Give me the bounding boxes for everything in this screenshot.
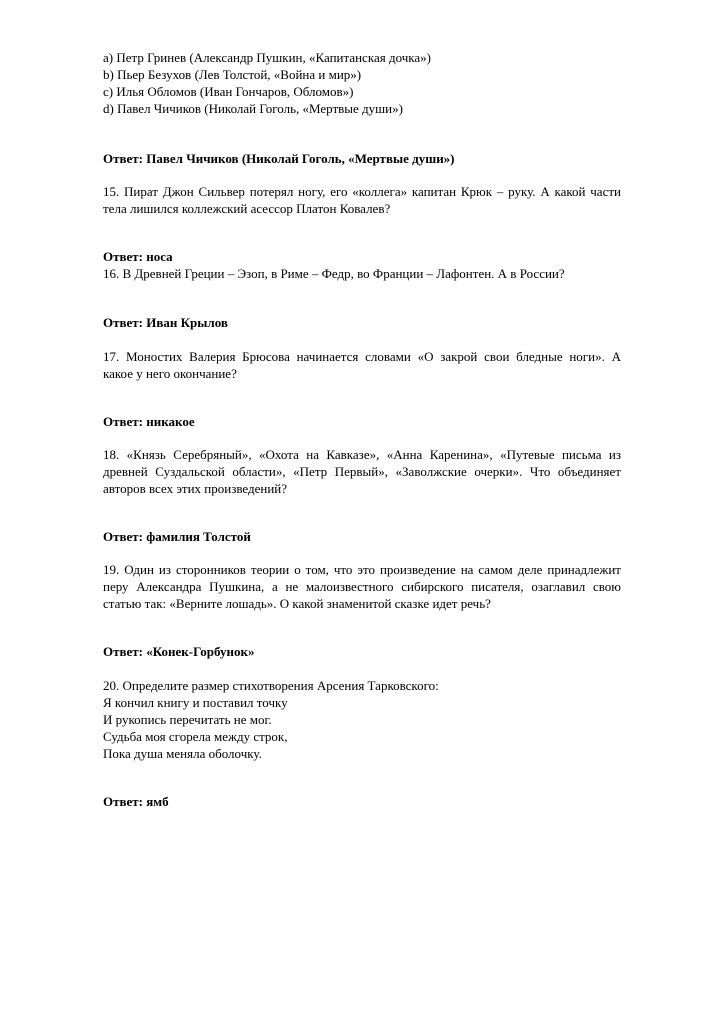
answer-15 bbox=[103, 248, 621, 265]
answer-19 bbox=[103, 643, 621, 660]
option-d: d) Павел Чичиков (Николай Гоголь, «Мертвые души») bbox=[103, 101, 403, 116]
question-19-line-3: статью так: «Верните лошадь». О какой знаменитой сказке идет речь? bbox=[103, 596, 491, 611]
option-a: a) Петр Гринев (Александр Пушкин, «Капитанская дочка») bbox=[103, 50, 431, 65]
question-17 bbox=[103, 348, 621, 382]
answer-14 bbox=[103, 150, 621, 167]
answer-14-text: Ответ: Павел Чичиков (Николай Гоголь, «Мертвые души») bbox=[103, 151, 455, 166]
option-b: b) Пьер Безухов (Лев Толстой, «Война и мир») bbox=[103, 67, 362, 82]
question-18-line-1: 18. «Князь Серебряный», «Охота на Кавказе», «Анна Каренина», «Путевые письма из bbox=[103, 447, 621, 462]
question-18-line-3: авторов всех этих произведений? bbox=[103, 481, 288, 496]
answer-20 bbox=[103, 793, 621, 810]
question-17-line-2: какое у него окончание? bbox=[103, 366, 237, 381]
question-20-line-1: 20. Определите размер стихотворения Арсения Тарковского: bbox=[103, 678, 439, 693]
question-20-poem-line-2: И рукопись перечитать не мог. bbox=[103, 712, 272, 727]
answer-16 bbox=[103, 314, 621, 331]
question-18-line-2: древней Суздальской области», «Петр Первый», «Заволжские очерки». Что объединяет bbox=[103, 464, 621, 479]
answer-18 bbox=[103, 528, 621, 545]
question-19-line-1: 19. Один из сторонников теории о том, что это произведение на самом деле принадлежит bbox=[103, 562, 621, 577]
answer-17 bbox=[103, 413, 621, 430]
answer-15-text: Ответ: носа bbox=[103, 249, 173, 264]
question-15-line-1: 15. Пират Джон Сильвер потерял ногу, его «коллега» капитан Крюк – руку. А какой части bbox=[103, 184, 621, 199]
question-15 bbox=[103, 183, 621, 217]
answer-20-text: Ответ: ямб bbox=[103, 794, 169, 809]
question-19-line-2: перу Александра Пушкина, а не малоизвестного сибирского писателя, озаглавил свою bbox=[103, 579, 621, 594]
option-c: c) Илья Обломов (Иван Гончаров, Обломов») bbox=[103, 84, 354, 99]
question-14-options bbox=[103, 49, 621, 117]
question-15-line-2: тела лишился коллежский асессор Платон Ковалев? bbox=[103, 201, 391, 216]
answer-16-text: Ответ: Иван Крылов bbox=[103, 315, 228, 330]
question-16 bbox=[103, 265, 621, 282]
answer-17-text: Ответ: никакое bbox=[103, 414, 195, 429]
answer-19-text: Ответ: «Конек-Горбунок» bbox=[103, 644, 255, 659]
question-20-poem-line-1: Я кончил книгу и поставил точку bbox=[103, 695, 288, 710]
question-20 bbox=[103, 677, 621, 762]
question-20-poem-line-4: Пока душа меняла оболочку. bbox=[103, 746, 262, 761]
question-19 bbox=[103, 561, 621, 612]
question-20-poem-line-3: Судьба моя сгорела между строк, bbox=[103, 729, 288, 744]
question-18 bbox=[103, 446, 621, 497]
question-16-line-1: 16. В Древней Греции – Эзоп, в Риме – Федр, во Франции – Лафонтен. А в России? bbox=[103, 266, 565, 281]
answer-18-text: Ответ: фамилия Толстой bbox=[103, 529, 251, 544]
question-17-line-1: 17. Моностих Валерия Брюсова начинается словами «О закрой свои бледные ноги». А bbox=[103, 349, 621, 364]
